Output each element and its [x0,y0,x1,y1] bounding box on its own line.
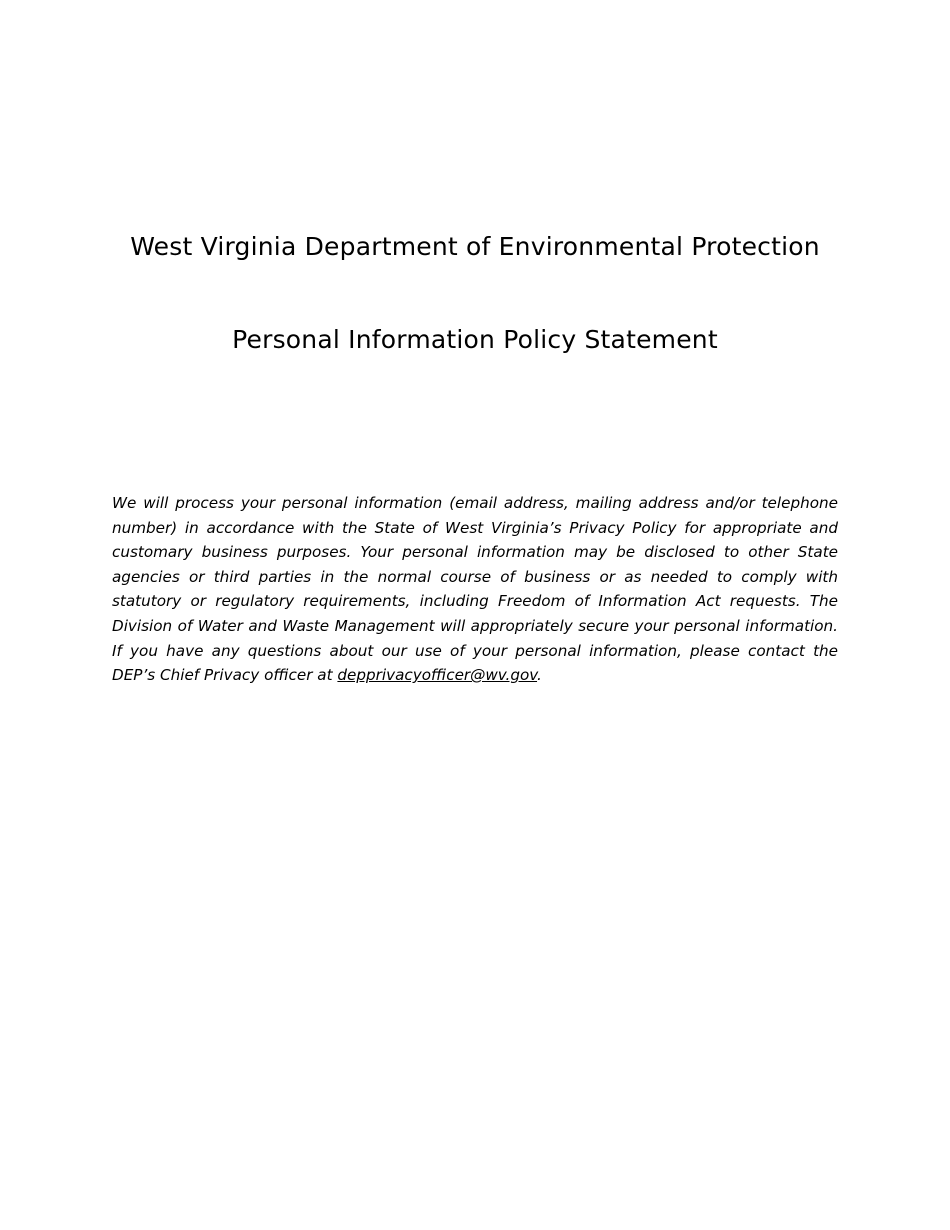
policy-paragraph [112,491,838,688]
privacy-officer-email-link[interactable]: depprivacyofficer@wv.gov [337,666,538,685]
page-title: West Virginia Department of Environmental Protection [130,232,820,261]
page-subtitle: Personal Information Policy Statement [232,325,718,354]
policy-text: We will process your personal information (email address, mailing address and/or telephone number) in accordance with the State of West Virginia’s Privacy Policy for appropriate and customary business purposes. Your personal information may be disclosed to other State agencies or third parties in the normal course of business or as needed to comply with statutory or regulatory requirements, including Freedom of Information Act requests. The Division of Water and Waste Management will appropriately secure your personal information. If you have any questions about our use of your personal information, please contact the DEP’s Chief Privacy officer at [112,494,838,685]
policy-text-end: . [537,666,542,685]
